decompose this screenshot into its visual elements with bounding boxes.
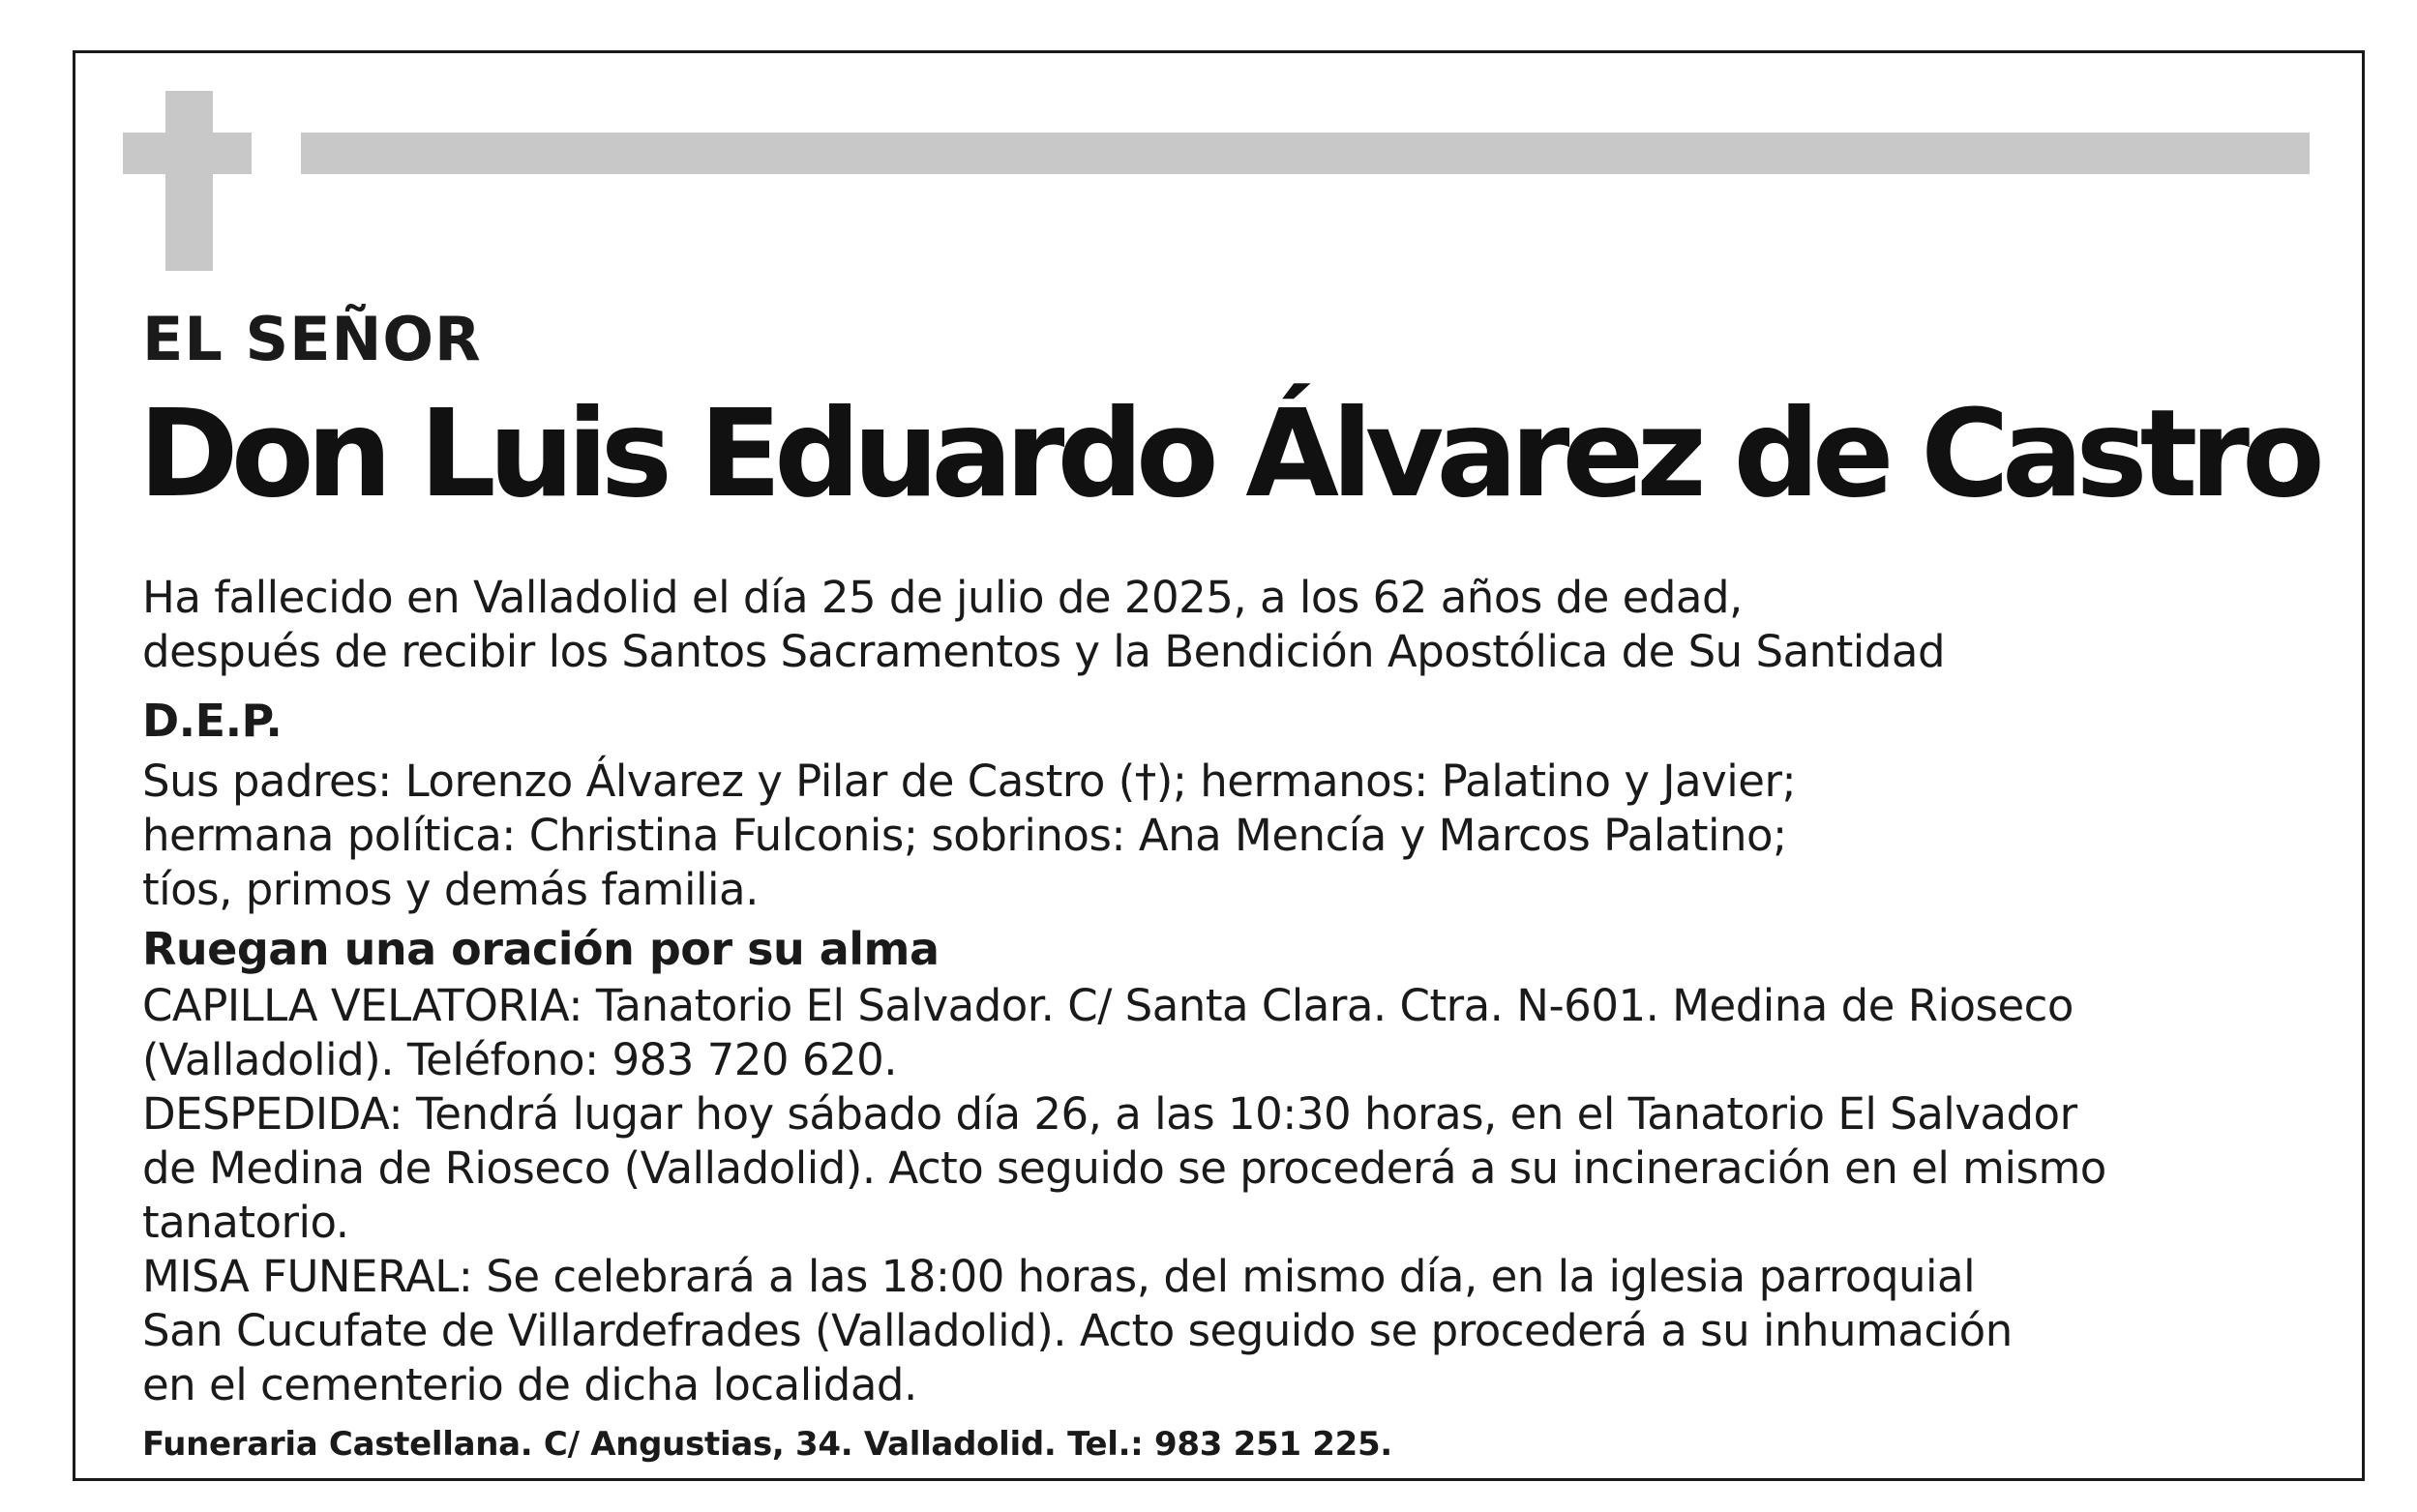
header-bar bbox=[301, 133, 2310, 174]
cross-icon-arm bbox=[123, 133, 252, 174]
misa-line: MISA FUNERAL: Se celebrará a las 18:00 horas, del mismo día, en la iglesia parroquial bbox=[142, 1251, 1976, 1302]
death-line: después de recibir los Santos Sacramentos y la Bendición Apostólica de Su Santidad bbox=[142, 626, 1946, 677]
family-line: tíos, primos y demás familia. bbox=[142, 864, 759, 915]
dep-label: D.E.P. bbox=[142, 695, 283, 747]
cross-icon bbox=[165, 91, 213, 271]
family-line: hermana política: Christina Fulconis; sobrinos: Ana Mencía y Marcos Palatino; bbox=[142, 810, 1787, 861]
death-line: Ha fallecido en Valladolid el día 25 de julio de 2025, a los 62 años de edad, bbox=[142, 572, 1743, 623]
despedida-line: tanatorio. bbox=[142, 1197, 349, 1248]
capilla-paragraph bbox=[142, 979, 2310, 1087]
funeral-home-footer: Funeraria Castellana. C/ Angustias, 34. Valladolid. Tel.: 983 251 225. bbox=[142, 1425, 1392, 1464]
misa-line: San Cucufate de Villardefrades (Valladolid). Acto seguido se procederá a su inhumación bbox=[142, 1305, 2013, 1356]
despedida-paragraph bbox=[142, 1087, 2310, 1250]
capilla-line: (Valladolid). Teléfono: 983 720 620. bbox=[142, 1034, 898, 1085]
family-paragraph bbox=[142, 755, 2310, 917]
despedida-line: DESPEDIDA: Tendrá lugar hoy sábado día 26, a las 10:30 horas, en el Tanatorio El Salvador bbox=[142, 1088, 2077, 1140]
misa-line: en el cementerio de dicha localidad. bbox=[142, 1359, 917, 1410]
death-paragraph bbox=[142, 571, 2310, 679]
family-line: Sus padres: Lorenzo Álvarez y Pilar de Castro (†); hermanos: Palatino y Javier; bbox=[142, 756, 1797, 807]
capilla-line: CAPILLA VELATORIA: Tanatorio El Salvador. C/ Santa Clara. Ctra. N-601. Medina de Rioseco bbox=[142, 980, 2074, 1031]
prayer-heading: Ruegan una oración por su alma bbox=[142, 923, 940, 975]
misa-paragraph bbox=[142, 1250, 2310, 1412]
deceased-name: Don Luis Eduardo Álvarez de Castro bbox=[138, 384, 2317, 524]
despedida-line: de Medina de Rioseco (Valladolid). Acto seguido se procederá a su incineración en el mismo bbox=[142, 1142, 2106, 1194]
honorific: EL SEÑOR bbox=[142, 304, 482, 374]
